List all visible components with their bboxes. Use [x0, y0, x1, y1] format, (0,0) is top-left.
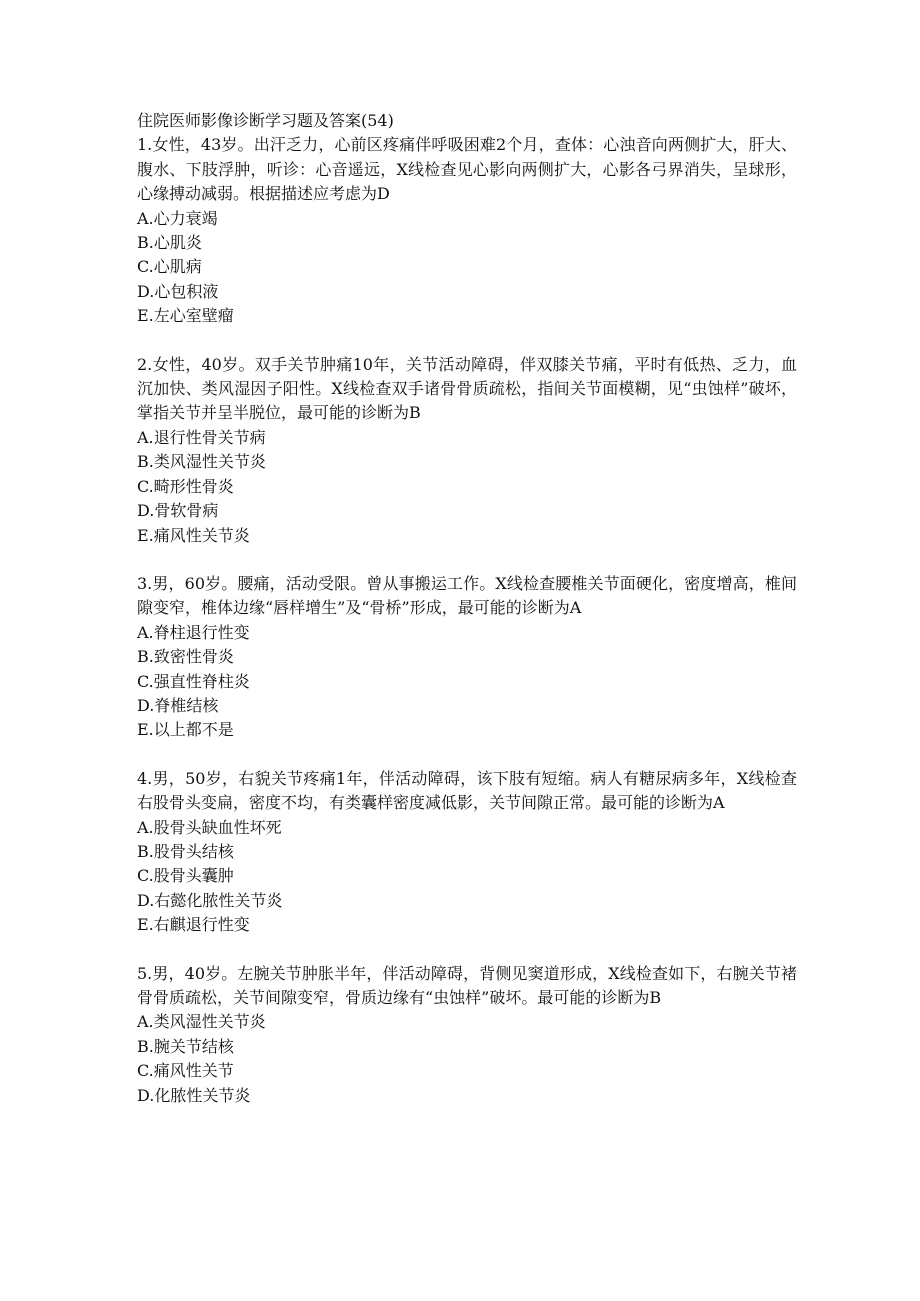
option-d: D.骨软骨病 — [137, 501, 219, 521]
option-list — [137, 1010, 797, 1108]
option-e: E.左心室壁瘤 — [137, 306, 234, 326]
option-list — [137, 816, 797, 938]
option-d: D.心包积液 — [137, 281, 219, 301]
option-c: C.强直性脊柱炎 — [137, 671, 250, 691]
option-a: A.脊柱退行性变 — [137, 622, 250, 642]
question-stem: 2.女性，40岁。双手关节肿痛10年，关节活动障碍，伴双膝关节痛，平时有低热、乏力，血沉加快、类风湿因子阳性。X线检查双手诸骨骨质疏松，指间关节面模糊，见“虫蚀样”破坏，掌指关节并呈半脱位，最可能的诊断为B — [137, 354, 797, 423]
question-stem: 3.男，60岁。腰痛，活动受限。曾从事搬运工作。X线检查腰椎关节面硬化，密度增高，椎间隙变窄，椎体边缘“唇样增生”及“骨桥”形成，最可能的诊断为A — [137, 573, 797, 618]
option-b: B.致密性骨炎 — [137, 647, 234, 667]
question-stem: 5.男，40岁。左腕关节肿胀半年，伴活动障碍，背侧见窦道形成，X线检查如下，右腕关节褚骨骨质疏松，关节间隙变窄，骨质边缘有“虫蚀样”破坏。最可能的诊断为B — [137, 963, 797, 1007]
option-a: A.股骨头缺血性坏死 — [137, 817, 282, 837]
option-a: A.退行性骨关节病 — [137, 427, 266, 447]
question-2 — [137, 353, 797, 548]
option-d: D.右懿化脓性关节炎 — [137, 890, 283, 910]
option-list — [137, 207, 797, 329]
question-stem: 4.男，50岁，右貌关节疼痛1年，伴活动障碍，该下肢有短缩。病人有糖尿病多年，X线检查右股骨头变扁，密度不均，有类囊样密度减低影，关节间隙正常。最可能的诊断为A — [137, 768, 797, 813]
option-e: E.痛风性关节炎 — [137, 525, 250, 545]
option-b: B.心肌炎 — [137, 233, 202, 253]
question-list — [137, 133, 797, 1108]
document-title: 住院医师影像诊断学习题及答案(54) — [137, 111, 394, 130]
option-b: B.股骨头结核 — [137, 841, 234, 861]
option-b: B.腕关节结核 — [137, 1036, 234, 1056]
option-c: C.痛风性关节 — [137, 1061, 234, 1081]
option-c: C.心肌病 — [137, 257, 202, 277]
option-e: E.以上都不是 — [137, 720, 234, 740]
option-c: C.畸形性骨炎 — [137, 476, 234, 496]
question-stem: 1.女性，43岁。出汗乏力，心前区疼痛伴呼吸困难2个月，查体：心浊音向两侧扩大，肝大、腹水、下肢浮肿，听诊：心音遥远，X线检查见心影向两侧扩大，心影各弓界消失，呈球形，心缘搏动减弱。根据描述应考虑为D — [137, 135, 797, 204]
option-a: A.类风湿性关节炎 — [137, 1012, 266, 1032]
option-e: E.右麒退行性变 — [137, 915, 250, 935]
document-page — [137, 109, 797, 1132]
option-b: B.类风湿性关节炎 — [137, 452, 266, 472]
question-3 — [137, 572, 797, 743]
question-1 — [137, 133, 797, 328]
option-list — [137, 621, 797, 743]
question-5 — [137, 962, 797, 1108]
option-a: A.心力衰竭 — [137, 208, 218, 228]
option-d: D.化脓性关节炎 — [137, 1085, 251, 1105]
question-4 — [137, 767, 797, 938]
option-d: D.脊椎结核 — [137, 695, 219, 715]
option-list — [137, 426, 797, 548]
option-c: C.股骨头囊肿 — [137, 866, 234, 886]
